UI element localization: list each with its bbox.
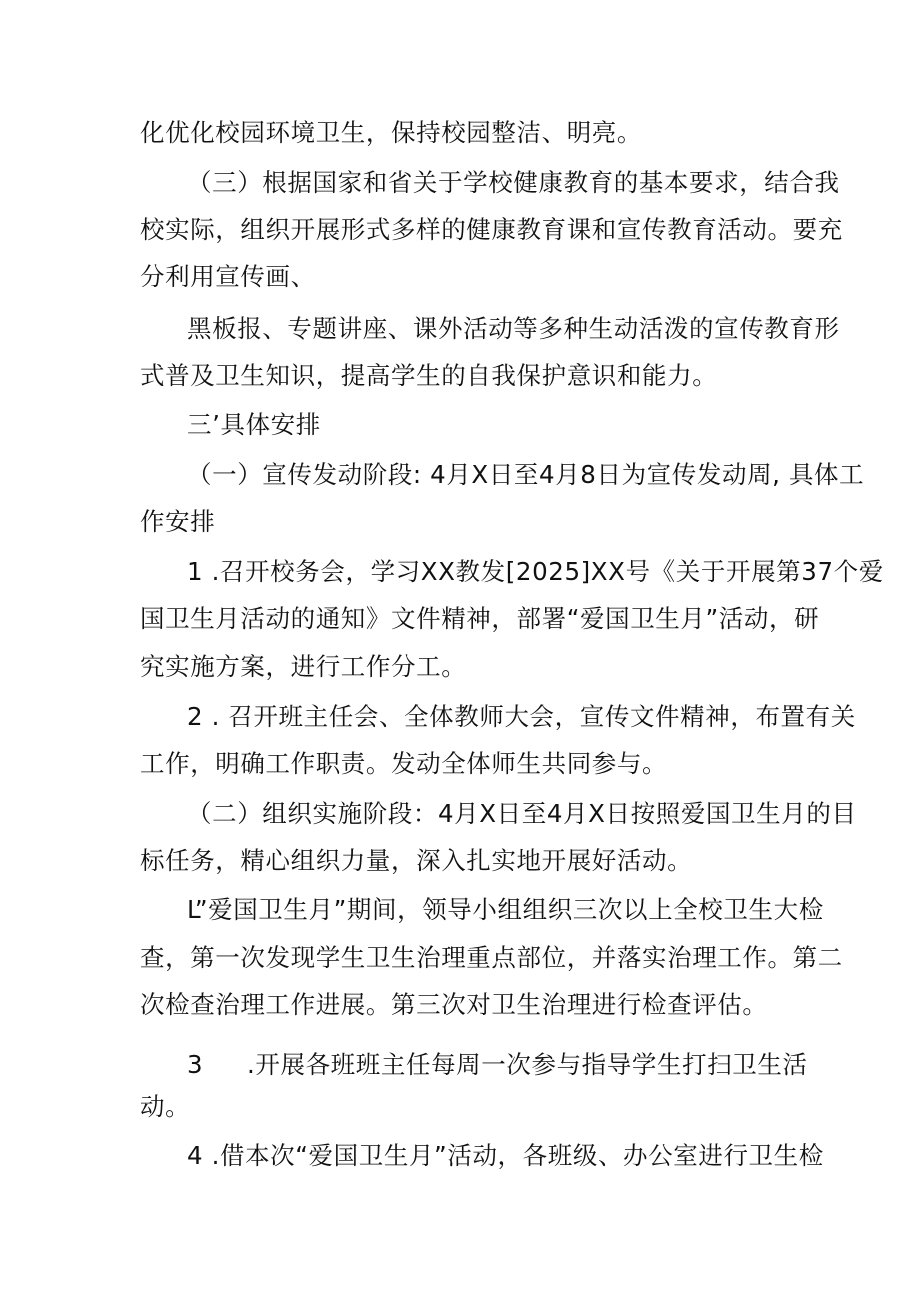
paragraph-line: 作安排 xyxy=(140,507,216,536)
paragraph-line: L”爱国卫生月”期间，领导小组组织三次以上全校卫生大检 xyxy=(187,895,824,924)
paragraph-line: 次检查治理工作进展。第三次对卫生治理进行检查评估。 xyxy=(140,990,768,1019)
paragraph-line: （一）宣传发动阶段: 4月X日至4月8日为宣传发动周, 具体工 xyxy=(187,460,865,489)
section-heading: 三’具体安排 xyxy=(187,410,321,439)
paragraph-line: 黑板报、专题讲座、课外活动等多种生动活泼的宣传教育形 xyxy=(187,314,840,343)
paragraph-line: 动。 xyxy=(140,1092,191,1121)
item-number: 3 xyxy=(187,1050,204,1079)
paragraph-line: .开展各班班主任每周一次参与指导学生打扫卫生活 xyxy=(247,1050,808,1079)
paragraph-line: 查，第一次发现学生卫生治理重点部位，并落实治理工作。第二 xyxy=(140,943,843,972)
paragraph-line: 1 .召开校务会，学习XX教发[2025]XX号《关于开展第37个爱 xyxy=(187,557,884,586)
paragraph-line: 分利用宣传画、 xyxy=(140,262,316,291)
paragraph-line: （三）根据国家和省关于学校健康教育的基本要求，结合我 xyxy=(187,168,840,197)
paragraph-line: 工作，明确工作职责。发动全体师生共同参与。 xyxy=(140,749,668,778)
paragraph-line: 究实施方案，进行工作分工。 xyxy=(140,652,467,681)
paragraph-line: 校实际，组织开展形式多样的健康教育课和宣传教育活动。要充 xyxy=(140,215,843,244)
paragraph-line: （二）组织实施阶段：4月X日至4月X日按照爱国卫生月的目 xyxy=(187,799,857,828)
paragraph-line: 2 . 召开班主任会、全体教师大会，宣传文件精神，布置有关 xyxy=(187,702,856,731)
paragraph-line: 国卫生月活动的通知》文件精神，部署“爱国卫生月”活动，研 xyxy=(140,604,820,633)
paragraph-line: 4 .借本次“爱国卫生月”活动，各班级、办公室进行卫生检 xyxy=(187,1141,824,1170)
paragraph-line: 式普及卫生知识，提高学生的自我保护意识和能力。 xyxy=(140,361,718,390)
paragraph-line: 化优化校园环境卫生，保持校园整洁、明亮。 xyxy=(140,118,642,147)
paragraph-line: 标任务，精心组织力量，深入扎实地开展好活动。 xyxy=(140,846,693,875)
